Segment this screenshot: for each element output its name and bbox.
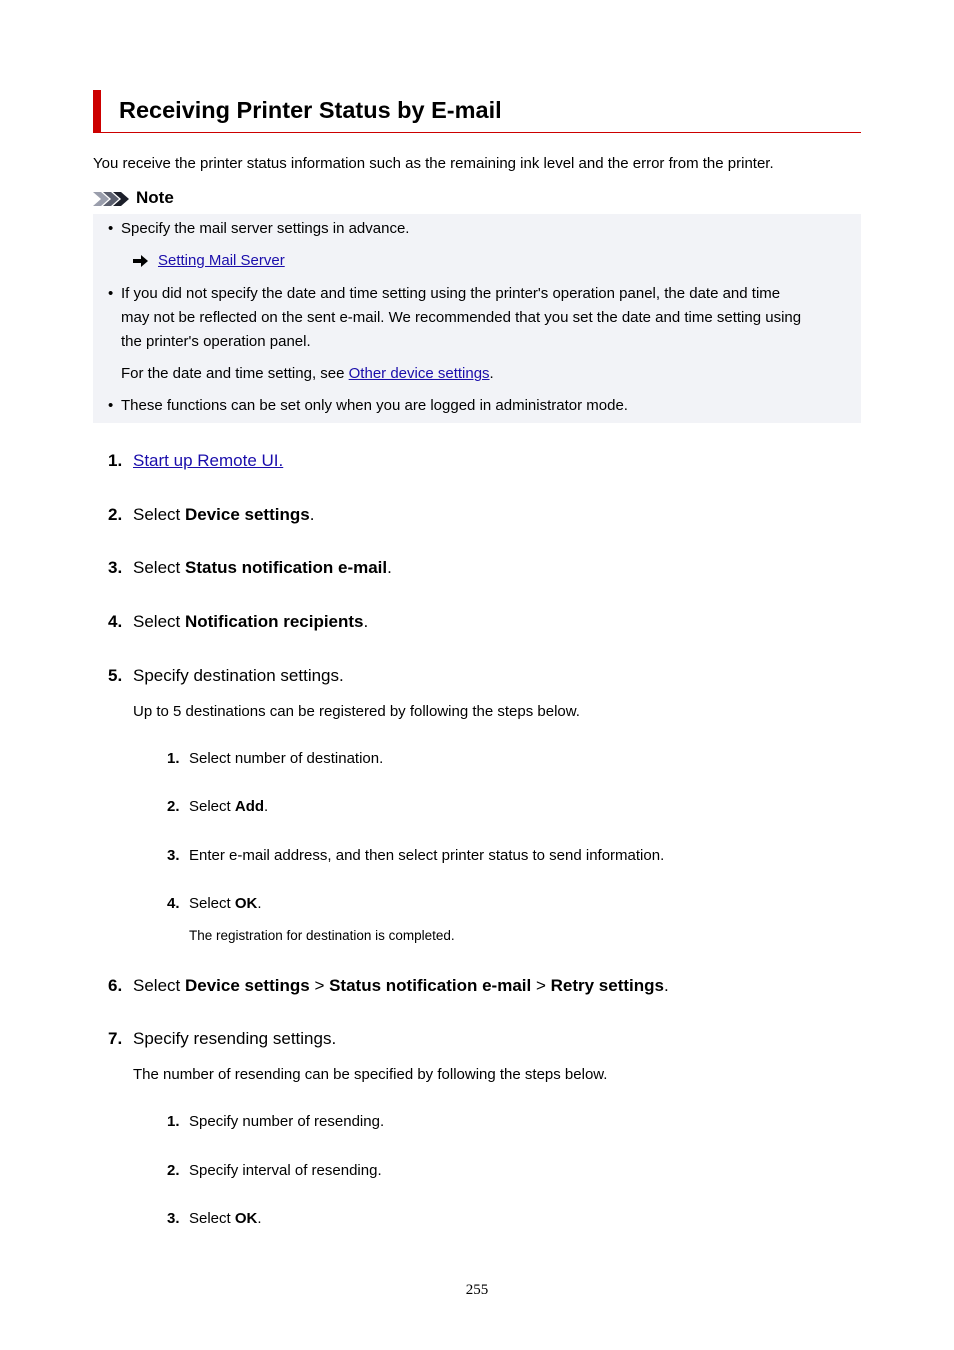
note-arrows-icon <box>93 188 133 210</box>
step-prefix: Select <box>133 558 185 577</box>
substep-text: Select number of destination. <box>189 750 384 767</box>
step-prefix: Select <box>189 798 235 815</box>
substep-text: Specify number of resending. <box>189 1113 385 1130</box>
step-number: 1. <box>108 451 123 470</box>
step-separator: > <box>531 976 551 995</box>
step-number: 2. <box>108 505 123 524</box>
setting-mail-server-link[interactable]: Setting Mail Server <box>158 252 285 269</box>
note-item-3: These functions can be set only when you are logged in administrator mode. <box>121 397 628 414</box>
title-underline <box>101 132 861 133</box>
step-separator: > <box>309 976 330 995</box>
title-accent-bar <box>93 90 101 133</box>
substep-number: 2. <box>167 1162 180 1179</box>
step-5-text: Specify destination settings. <box>133 666 344 685</box>
note-item-2-line-2: may not be reflected on the sent e-mail. We recommended that you set the date and time setting using <box>121 309 802 326</box>
step-bold: Status notification e-mail <box>184 558 388 577</box>
step-prefix: Select <box>133 612 185 631</box>
step-number: 6. <box>108 976 123 995</box>
bullet: • <box>108 285 114 302</box>
substep-text <box>189 1210 262 1227</box>
step-3-text <box>133 558 392 578</box>
step-bold: Status notification e-mail <box>329 976 532 995</box>
step-2-text <box>133 505 314 525</box>
note-item-2-extra <box>121 365 494 382</box>
step-suffix: . <box>309 505 315 524</box>
other-device-settings-link[interactable]: Other device settings <box>348 365 490 382</box>
intro-paragraph: You receive the printer status information such as the remaining ink level and the error from the printer. <box>93 155 774 172</box>
note-item-2-line-3: the printer's operation panel. <box>121 333 311 350</box>
step-suffix: . <box>663 976 669 995</box>
substep-number: 3. <box>167 847 180 864</box>
step-prefix: Select <box>133 976 185 995</box>
step-suffix: . <box>257 895 262 912</box>
step-4-text <box>133 612 368 632</box>
step-bold: Retry settings <box>550 976 664 995</box>
substep-number: 3. <box>167 1210 180 1227</box>
step-prefix: Select <box>133 505 185 524</box>
substep-text <box>189 895 262 912</box>
step-bold: Add <box>234 798 265 815</box>
step-bold: OK <box>234 895 258 912</box>
step-6-text <box>133 976 669 996</box>
step-number: 3. <box>108 558 123 577</box>
step-7-text: Specify resending settings. <box>133 1029 337 1048</box>
step-bold: Device settings <box>184 505 310 524</box>
step-number: 4. <box>108 612 123 631</box>
substep-note: The registration for destination is completed. <box>189 928 455 943</box>
step-number: 7. <box>108 1029 123 1048</box>
bullet: • <box>108 220 114 237</box>
page-title: Receiving Printer Status by E-mail <box>119 97 502 123</box>
substep-number: 1. <box>167 750 180 767</box>
step-7-description: The number of resending can be specified by following the steps below. <box>133 1066 608 1083</box>
substep-text: Specify interval of resending. <box>189 1162 382 1179</box>
note-item-2-line-1: If you did not specify the date and time setting using the printer's operation panel, the date and time <box>121 285 781 302</box>
step-suffix: . <box>387 558 392 577</box>
start-remote-ui-link[interactable]: Start up Remote UI. <box>133 451 284 470</box>
substep-number: 1. <box>167 1113 180 1130</box>
step-bold: Device settings <box>184 976 310 995</box>
step-suffix: . <box>363 612 369 631</box>
arrow-right-icon <box>133 255 149 267</box>
substep-text <box>189 798 268 815</box>
step-bold: OK <box>234 1210 258 1227</box>
step-suffix: . <box>264 798 269 815</box>
step-prefix: Select <box>189 895 235 912</box>
page-number: 255 <box>465 1282 489 1298</box>
note-item-2-extra-prefix: For the date and time setting, see <box>121 365 349 382</box>
step-number: 5. <box>108 666 123 685</box>
step-bold: Notification recipients <box>184 612 364 631</box>
substep-number: 4. <box>167 895 180 912</box>
note-label: Note <box>136 188 174 207</box>
note-item-2-extra-suffix: . <box>489 365 494 382</box>
bullet: • <box>108 397 114 414</box>
step-5-description: Up to 5 destinations can be registered by following the steps below. <box>133 703 580 720</box>
step-prefix: Select <box>189 1210 235 1227</box>
substep-number: 2. <box>167 798 180 815</box>
note-item-1: Specify the mail server settings in advance. <box>121 220 410 237</box>
substep-text: Enter e-mail address, and then select printer status to send information. <box>189 847 665 864</box>
step-suffix: . <box>257 1210 262 1227</box>
